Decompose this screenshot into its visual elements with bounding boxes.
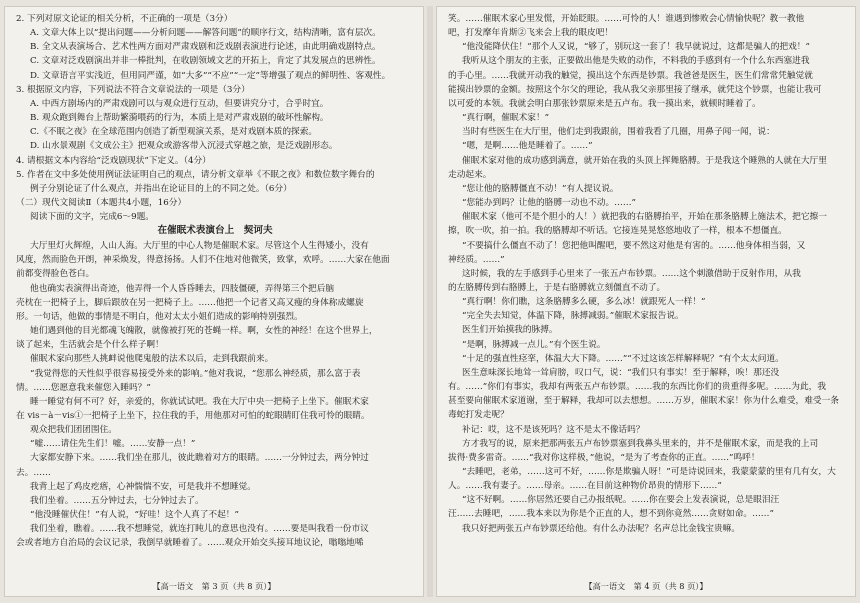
text-line: 我们坐着。……五分钟过去，七分钟过去了。 <box>30 495 204 506</box>
text-line: 的左胳膊传到右胳膊上，于是右胳膊就立刻僵直不动了。 <box>448 282 666 293</box>
text-line: 观众把我们团团围住。 <box>30 425 117 436</box>
text-line: 5. 作者在文中多处使用例证法证明自己的观点，请分析文章举《不眠之夜》和数位数字舞台的 <box>16 169 375 180</box>
text-line: 大厅里灯火辉煌，人山人海。大厅里的中心人物是催眠术家。尽管这个人生得矮小，没有 <box>30 241 369 252</box>
text-line: “我觉得您的天性似乎很容易接受外来的影响。”他对我说，“您那么神经质，那么富于表 <box>30 368 361 379</box>
text-line: D. 文章语言平实浅近，但用同严谨，如“大多”“不应”“一定”等增强了观点的鲜明性、客观性。 <box>30 70 391 81</box>
text-line: 睡一睡觉有何不可？好，亲爱的，你就试试吧。我在大厅中央一把椅子上坐下。催眠术家 <box>30 396 369 407</box>
left-page-footer: 【高一语文 第 3 页（共 8 页）】 <box>152 581 276 591</box>
text-line: B. 观众跑到舞台上帮助繁漪喂药的行为，本质上是对严肃戏剧的破坏性解构。 <box>30 113 329 124</box>
text-line: 神经质。……” <box>448 254 505 265</box>
text-line: 壳枕在一把椅子上，脚后跟放在另一把椅子上。……他把一个记者又高又瘦的身体称成螺旋 <box>16 297 364 308</box>
text-line: 笑。……催眠术家心里发慌，开始眨眼。……可怜的人！谁遇到惨败会心情愉快呢？教一教他 <box>448 14 805 24</box>
text-line: 3. 根据原文内容，下列说法不符合文章说法的一项是（3分） <box>16 84 250 95</box>
page-gutter <box>427 6 433 597</box>
text-line: 前都变得脸色苍白。 <box>16 269 95 280</box>
text-line: “十足的强直性痉挛，体温大大下降。……”“不过这该怎样解释呢？”有个太太问道。 <box>462 353 784 364</box>
text-line: 催眠术家对他的成功感到满意，就开始在我的头顶上挥舞胳膊。于是我这个睡熟的人就在大厅里 <box>462 155 827 166</box>
text-line: 以可爱的本领。我就会明白那张钞票原来是五卢布。我一摸出来，就顿时睡着了。 <box>448 98 761 109</box>
text-line: 去。…… <box>16 467 51 478</box>
text-line: 有。……”你们有事实，我却有两张五卢布钞票。……我的东西比你们的贵重得多呢。……为此，我 <box>448 382 827 393</box>
right-page-text <box>448 12 846 573</box>
text-line: “他没睡催伏住！”有人说，“好哇！这个人真了不起！” <box>30 510 239 521</box>
text-line: “您能办到吗？让他的胳膊一动也不动。……” <box>462 198 636 209</box>
text-line: 情。……您愿意我来催您入睡吗？” <box>16 382 151 393</box>
text-line: A. 文章大体上以“提出问题——分析问题——解答问题”的顺序行文，结构清晰，富有层次。 <box>30 28 381 39</box>
text-line: “不要搞什么僵直不动了！您把他叫醒吧，要不然这对他是有害的。……他身体相当弱，又 <box>462 240 806 251</box>
text-line: “这不好啊。……你居然还要自己办报纸呢。……你在要会上发表演说，总是眼泪汪 <box>462 495 780 506</box>
text-line: 方才我写的说，原来把那两张五卢布钞票塞到我鼻头里来的，并不是催眠术家，而是我的上司 <box>462 438 819 449</box>
text-line: “他没能降伏住！”那个人又说，“够了，别玩这一套了！我早就说过，这都是骗人的把戏！” <box>462 42 810 53</box>
text-line: （二）现代文阅读Ⅱ（本题共4小题，16分） <box>16 198 187 209</box>
text-line: 我背上起了鸡皮疙瘩，心神惴惴不安，可是我并不想睡觉。 <box>30 481 256 492</box>
text-line: “真行啊，催眠术家！” <box>462 113 550 124</box>
right-exam-page <box>436 6 856 597</box>
text-line: 医生意味深长地耸一耸肩膀，叹口气，说：“我们只有事实！至于解释，唉！那还没 <box>462 367 780 378</box>
text-line: 4. 请根据文本内容给“泛戏剧现状”下定义。（4分） <box>16 155 211 166</box>
text-line: 医生们开始摸我的脉搏。 <box>462 325 558 336</box>
text-line: “完全失去知觉，体温下降，脉搏减弱。”催眠术家报告说。 <box>462 311 684 322</box>
left-page-text <box>16 12 414 573</box>
text-line: 2. 下列对原文论证的相关分析，不正确的一项是（3分） <box>16 14 233 24</box>
text-line: B. 全文从表演场合、艺术性两方面对严肃戏剧和泛戏剧表演进行论述，由此明确戏剧特点。 <box>30 42 381 53</box>
text-line: 的手心里。……我就开动我的触觉，摸出这个东西是钞票。我爸爸是医生，医生们常常凭触觉就 <box>448 70 813 81</box>
text-line: 催眠术家（他可不是个胆小的人！）就把我的右胳膊抬平，开始在那条胳膊上施法术，把它擦一 <box>462 212 827 223</box>
text-line: 会或者地方自治局的会议记录，我倒早就睡着了。……观众开始交头接耳地议论，嗡嗡地唏 <box>16 538 364 549</box>
right-page-footer: 【高一语文 第 4 页（共 8 页）】 <box>584 581 708 591</box>
text-line: 大家都安静下来。……我们坐在那儿，彼此瞧着对方的眼睛。……一分钟过去，两分钟过 <box>30 453 369 464</box>
text-line: “是啊，脉搏减一点儿。”有个医生说。 <box>462 339 606 350</box>
text-line: 毒蛇打发走呢？ <box>448 410 509 421</box>
left-exam-page <box>4 6 424 597</box>
text-line: 阅读下面的文字，完成6～9题。 <box>30 212 154 223</box>
text-line: 吧，打发摩年肯斯②飞来会上我的眼皮吧！ <box>448 28 614 39</box>
text-line: 形。一句话，他做的事情是不明白，他对太太小姐们造成的影响特别强烈。 <box>16 311 303 322</box>
text-line: C.《不眠之夜》在全球范围内创造了新型观演关系，是对戏剧本质的探索。 <box>30 127 318 138</box>
text-line: 当时有些医生在大厅里，他们走到我跟前，围着我看了几圈，用鼻子闻一闻，说： <box>462 127 775 138</box>
text-line: 人。……我有妻子。……母亲。……在目前这种物价昂贵的情形下……” <box>448 481 722 492</box>
text-line: A. 中西方剧场内的严肃戏剧可以与观众进行互动，但要讲究分寸，合乎时宜。 <box>30 98 329 109</box>
text-line: 谈了起来，生活就会是个什么样子啊！ <box>16 340 164 351</box>
text-line: 甚至要向催眠术家道谢，至于解释，我却可以去想想。……万岁，催眠术家！你为什么难受，难受一条 <box>448 396 839 407</box>
text-line: 能摸出钞票的金额。按照这个尔父的理论，我从我父亲那里接了继承，就凭这个钞票，也能让我可 <box>448 84 822 95</box>
text-line: 补记：哎，这不是该死吗？这不是太不像话吗？ <box>462 424 645 435</box>
text-line: 例子分别论证了什么观点，并指出在论证目的上的不同之处。（6分） <box>30 183 292 194</box>
text-line: C. 文章对泛戏剧演出并非一棒批判，在收剧领域文艺的开拓上，肯定了其发展点的思辨性。 <box>30 56 381 67</box>
text-line: “您让他的胳膊僵直不动！”有人提议说。 <box>462 183 619 194</box>
text-line: “嘘……请住先生们！嘘。……安静一点！” <box>30 439 196 450</box>
text-line: “去睡吧，老弟，……这可不好，……你是欺骗人呀！”可是诗说回来，我蒙蒙蒙的里有几有女，大 <box>462 467 836 477</box>
text-line: “嗯，是啊……他是睡着了。……” <box>462 141 593 152</box>
text-line: 风度，然而脸色开朗，神采焕发，得意扬扬。人们不住地对他微笑，致掌，欢呼。……大家在他面 <box>16 255 390 266</box>
text-line: 在催眠术表演台上 契诃夫 <box>157 225 273 237</box>
text-line: 我只好把两张五卢布钞票还给他。有什么办法呢？名声总比金钱宝贵嘛。 <box>462 523 740 534</box>
text-line: 走动起来。 <box>448 169 492 180</box>
text-line: 在 vis－à－vis①一把椅子上坐下，拉住我的手，用他那对可怕的蛇眼睛盯住我可怜的眼睛。 <box>16 411 370 422</box>
text-line: D. 山水景观剧《文成公主》把观众或游客带入沉浸式穿越之旅，是泛戏剧形态。 <box>30 141 338 152</box>
text-line: 拔得·费多雷奇。……“我对你这样极，”他说，“是为了考查你的正直。……”鸣呼！ <box>448 452 760 463</box>
text-line: 她们遇到他的目光都魂飞魄散，就像被打死的苍蝇一样。啊，女性的神经！在这个世界上， <box>30 326 378 337</box>
text-line: “真行啊！你们瞧，这条胳膊多么硬，多么冰！就跟死人一样！” <box>462 297 706 308</box>
text-line: 我听从这个朋友的主张，正要做出他是失败的动作，不料我的手感到有一个什么东西塞进我 <box>462 56 810 67</box>
text-line: 汪……去睡吧，……我本来以为你是个正直的人，想不到你竟然……贪财如命。……” <box>448 509 774 520</box>
text-line: 我们坐着，瞧着。……我不想睡觉，就连打盹儿的意思也没有。……要是叫我看一份市议 <box>30 524 369 535</box>
text-line: 他也确实表演得出奇迹，他弄得一个人昏昏睡去，四肢僵硬，弄得第三个把后脑 <box>30 283 335 294</box>
text-line: 这时候，我的左手感到手心里来了一张五卢布钞票。……这个刺激借助于反射作用，从我 <box>462 268 801 279</box>
text-line: 催眠术家向那些人挑衅说他爬鬼般的法术以后，走到我跟前来。 <box>30 354 274 365</box>
text-line: 擦，吹一吹，拍一拍。我的胳膊却不听话。它接连晃晃悠悠地收了一样，根本不想僵直。 <box>448 226 787 237</box>
